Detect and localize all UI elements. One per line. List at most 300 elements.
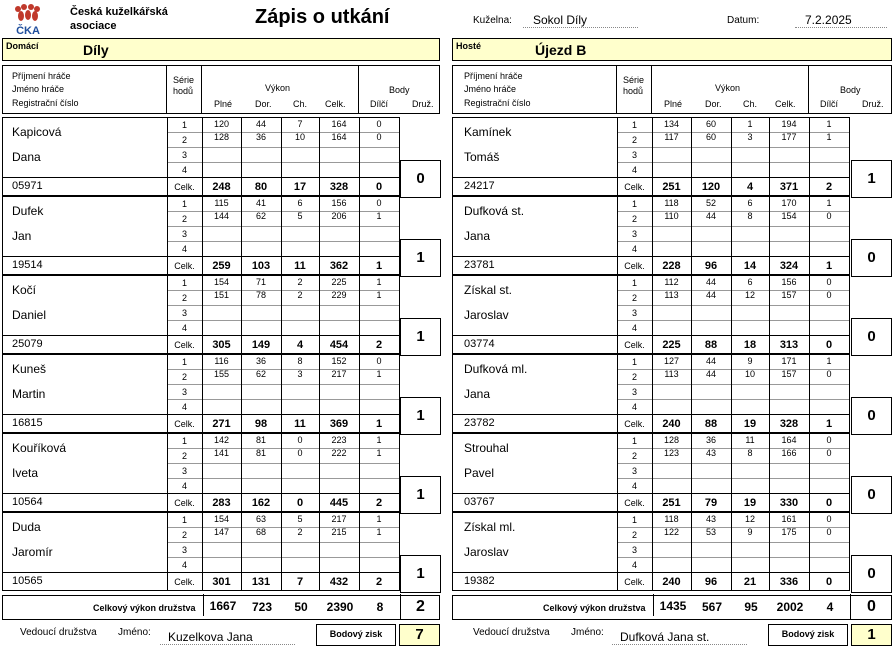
series-value: 229: [331, 290, 347, 300]
player-total-value: 225: [662, 339, 681, 351]
player-total-value: 0: [825, 497, 833, 509]
series-value: 12: [744, 290, 755, 300]
series-value: 0: [826, 369, 832, 379]
cka-logo: [10, 3, 46, 37]
organization-name: Česká kuželkářská asociace: [70, 6, 168, 32]
player-total-value: 369: [329, 418, 349, 430]
series-value: 1: [826, 356, 832, 366]
player-total-value: 240: [662, 418, 681, 430]
player-points: 1: [400, 476, 441, 514]
player-surname: Získal ml.: [464, 520, 516, 534]
player-registration: 23781: [464, 259, 495, 271]
serie-number: 2: [181, 530, 187, 540]
serie-number: 1: [181, 199, 187, 209]
serie-number: 4: [181, 244, 187, 254]
away-team-header: Hosté Újezd B: [452, 38, 892, 61]
player-registration: 10565: [12, 575, 43, 587]
player-total-value: 2: [825, 181, 833, 193]
series-value: 217: [331, 514, 347, 524]
player-total-value: 1: [825, 260, 833, 272]
player-surname: Kouříková: [12, 441, 67, 455]
series-value: 11: [745, 435, 755, 445]
serie-number: 3: [631, 466, 637, 476]
series-value: 44: [705, 277, 716, 287]
series-value: 3: [297, 369, 303, 379]
player-registration: 24217: [464, 180, 495, 192]
player-firstname: Jaromír: [12, 545, 53, 559]
serie-number: 4: [631, 244, 637, 254]
series-value: 166: [781, 448, 797, 458]
player-registration: 19514: [12, 259, 43, 271]
series-value: 1: [376, 448, 382, 458]
series-value: 1: [376, 527, 382, 537]
player-block: [452, 196, 893, 275]
series-value: 12: [744, 514, 755, 524]
total-row-label: Celk.: [174, 577, 195, 587]
player-firstname: Daniel: [12, 308, 47, 322]
home-team-total: Celkový výkon družstva 1667 723 50 2390 8 2: [2, 595, 440, 620]
series-value: 9: [747, 356, 753, 366]
player-block: [452, 512, 893, 591]
series-value: 5: [297, 211, 303, 221]
serie-number: 1: [181, 357, 187, 367]
player-registration: 05971: [12, 180, 43, 192]
series-value: 155: [213, 369, 230, 379]
serie-number: 1: [631, 120, 637, 130]
series-value: 0: [826, 211, 832, 221]
series-value: 63: [255, 514, 266, 524]
series-value: 112: [664, 277, 679, 287]
serie-number: 3: [631, 150, 637, 160]
series-value: 43: [705, 448, 716, 458]
player-total-value: 162: [251, 497, 271, 509]
series-value: 8: [747, 448, 753, 458]
serie-number: 3: [181, 466, 187, 476]
serie-number: 4: [181, 481, 187, 491]
series-value: 154: [781, 211, 797, 221]
player-total-value: 0: [825, 576, 833, 588]
player-firstname: Jana: [464, 229, 491, 243]
serie-number: 4: [631, 560, 637, 570]
player-total-value: 251: [662, 497, 681, 509]
player-total-value: 80: [254, 181, 268, 193]
series-value: 123: [663, 448, 680, 458]
home-gain-value: 7: [399, 624, 440, 646]
player-total-value: 371: [779, 181, 799, 193]
date-value: 7.2.2025: [795, 12, 887, 28]
series-value: 68: [255, 527, 266, 537]
home-team-header: Domácí Díly: [2, 38, 440, 61]
home-total-points: 2: [400, 594, 440, 619]
player-surname: Kuneš: [12, 362, 47, 376]
player-block: [452, 275, 893, 354]
player-total-value: 103: [251, 260, 271, 272]
series-value: 1: [376, 211, 382, 221]
player-firstname: Jan: [12, 229, 32, 243]
player-total-value: 131: [251, 576, 271, 588]
away-leader-name: Dufková Jana st.: [612, 629, 747, 645]
player-firstname: Jana: [464, 387, 491, 401]
player-surname: Získal st.: [464, 283, 513, 297]
home-total-celk: 2390: [326, 600, 354, 614]
player-total-value: 1: [375, 418, 383, 430]
serie-number: 4: [181, 402, 187, 412]
away-total-points: 0: [850, 594, 892, 619]
player-surname: Dufková ml.: [464, 362, 528, 376]
home-leader-name-label: Jméno:: [118, 627, 151, 638]
player-total-value: 330: [779, 497, 799, 509]
away-column-header: Příjmení hráče Jméno hráče Registrační číslo Série hodů Výkon Plné Dor. Ch. Celk. Body Dílčí Druž.: [452, 65, 892, 114]
player-registration: 16815: [12, 417, 43, 429]
series-value: 0: [297, 448, 303, 458]
series-value: 1: [826, 132, 832, 142]
series-value: 62: [255, 369, 266, 379]
player-total-value: 251: [662, 181, 681, 193]
serie-number: 2: [631, 135, 637, 145]
player-points: 0: [851, 555, 892, 593]
player-block: [2, 275, 442, 354]
serie-number: 3: [181, 150, 187, 160]
player-block: [452, 354, 893, 433]
series-value: 0: [826, 435, 832, 445]
player-total-value: 0: [375, 181, 383, 193]
total-row-label: Celk.: [624, 498, 645, 508]
serie-number: 1: [181, 278, 187, 288]
series-value: 2: [297, 277, 303, 287]
serie-number: 2: [181, 293, 187, 303]
player-block: [452, 433, 893, 512]
series-value: 154: [213, 277, 230, 287]
serie-number: 2: [181, 214, 187, 224]
series-value: 142: [213, 435, 230, 445]
player-total-value: 0: [296, 497, 304, 509]
player-total-value: 283: [212, 497, 231, 509]
serie-number: 3: [631, 545, 637, 555]
serie-number: 3: [631, 308, 637, 318]
serie-number: 1: [181, 120, 187, 130]
away-team-total: Celkový výkon družstva 1435 567 95 2002 4 0: [452, 595, 892, 620]
away-total-ch: 95: [744, 600, 758, 614]
serie-number: 3: [631, 387, 637, 397]
series-value: 44: [705, 290, 716, 300]
serie-number: 3: [181, 387, 187, 397]
series-value: 144: [213, 211, 230, 221]
series-value: 128: [213, 132, 230, 142]
player-points: 0: [851, 397, 892, 435]
page-title: Zápis o utkání: [255, 6, 390, 28]
series-value: 141: [213, 448, 230, 458]
series-value: 2: [297, 527, 303, 537]
serie-number: 4: [631, 323, 637, 333]
player-total-value: 336: [779, 576, 799, 588]
serie-number: 3: [181, 229, 187, 239]
player-total-value: 19: [743, 418, 757, 430]
series-value: 81: [255, 448, 266, 458]
serie-number: 3: [631, 229, 637, 239]
player-registration: 19382: [464, 575, 495, 587]
serie-number: 1: [631, 278, 637, 288]
player-total-value: 11: [294, 418, 306, 430]
player-total-value: 88: [704, 339, 718, 351]
series-value: 215: [331, 527, 347, 537]
player-points: 0: [400, 160, 441, 198]
series-value: 60: [705, 119, 716, 129]
player-surname: Dufková st.: [464, 204, 525, 218]
series-value: 161: [781, 514, 797, 524]
serie-number: 2: [181, 135, 187, 145]
series-value: 110: [664, 211, 679, 221]
serie-number: 1: [631, 199, 637, 209]
away-leader-name-label: Jméno:: [571, 627, 604, 638]
player-firstname: Tomáš: [464, 150, 500, 164]
player-total-value: 120: [701, 181, 721, 193]
player-total-value: 1: [825, 418, 833, 430]
series-value: 194: [781, 119, 797, 129]
series-value: 1: [826, 198, 832, 208]
serie-number: 3: [181, 308, 187, 318]
player-total-value: 79: [704, 497, 718, 509]
player-total-value: 305: [212, 339, 231, 351]
series-value: 5: [297, 514, 303, 524]
series-value: 164: [331, 132, 347, 142]
serie-number: 4: [181, 165, 187, 175]
series-value: 1: [826, 119, 832, 129]
player-total-value: 17: [293, 181, 307, 193]
home-leader-label: Vedoucí družstva: [20, 627, 97, 638]
total-row-label: Celk.: [174, 340, 195, 350]
player-total-value: 4: [746, 181, 754, 193]
player-surname: Strouhal: [464, 441, 509, 455]
total-row-label: Celk.: [624, 182, 645, 192]
series-value: 118: [664, 198, 679, 208]
series-value: 44: [705, 369, 716, 379]
series-value: 154: [213, 514, 230, 524]
series-value: 8: [297, 356, 303, 366]
series-value: 8: [747, 211, 753, 221]
total-row-label: Celk.: [174, 182, 195, 192]
serie-number: 1: [631, 357, 637, 367]
series-value: 10: [294, 132, 305, 142]
date-label: Datum:: [727, 15, 760, 26]
series-value: 52: [705, 198, 716, 208]
player-block: [2, 512, 442, 591]
total-row-label: Celk.: [174, 261, 195, 271]
series-value: 2: [297, 290, 303, 300]
series-value: 170: [781, 198, 797, 208]
series-value: 127: [663, 356, 680, 366]
series-value: 225: [331, 277, 347, 287]
series-value: 78: [255, 290, 266, 300]
player-total-value: 96: [704, 576, 718, 588]
player-total-value: 2: [375, 497, 383, 509]
series-value: 115: [214, 198, 229, 208]
player-surname: Duda: [12, 520, 41, 534]
player-total-value: 98: [254, 418, 268, 430]
serie-number: 2: [631, 451, 637, 461]
total-row-label: Celk.: [174, 498, 195, 508]
series-value: 223: [331, 435, 347, 445]
player-total-value: 301: [212, 576, 231, 588]
series-value: 1: [376, 369, 382, 379]
player-total-value: 2: [375, 339, 383, 351]
series-value: 118: [664, 514, 679, 524]
series-value: 44: [255, 119, 266, 129]
home-total-plne: 1667: [203, 594, 242, 616]
player-registration: 03767: [464, 496, 495, 508]
series-value: 6: [747, 277, 753, 287]
serie-number: 3: [181, 545, 187, 555]
series-value: 152: [331, 356, 347, 366]
player-total-value: 454: [329, 339, 349, 351]
series-value: 1: [376, 290, 382, 300]
series-value: 175: [781, 527, 797, 537]
player-total-value: 228: [662, 260, 681, 272]
series-value: 157: [781, 369, 797, 379]
series-value: 117: [664, 132, 679, 142]
player-block: [2, 117, 442, 196]
series-value: 0: [826, 448, 832, 458]
player-total-value: 11: [294, 260, 306, 272]
player-firstname: Jaroslav: [464, 545, 509, 559]
player-total-value: 240: [662, 576, 681, 588]
away-leader-label: Vedoucí družstva: [473, 627, 550, 638]
serie-number: 2: [631, 530, 637, 540]
player-total-value: 1: [375, 260, 383, 272]
venue-label: Kuželna:: [473, 15, 512, 26]
player-block: [2, 196, 442, 275]
player-total-value: 324: [779, 260, 799, 272]
series-value: 3: [747, 132, 753, 142]
series-value: 53: [705, 527, 716, 537]
serie-number: 1: [181, 436, 187, 446]
total-row-label: Celk.: [624, 261, 645, 271]
player-total-value: 21: [743, 576, 757, 588]
series-value: 60: [705, 132, 716, 142]
player-total-value: 271: [212, 418, 231, 430]
player-points: 1: [400, 397, 441, 435]
player-registration: 03774: [464, 338, 495, 350]
player-firstname: Jaroslav: [464, 308, 509, 322]
series-value: 44: [705, 211, 716, 221]
serie-number: 1: [631, 515, 637, 525]
away-gain-value: 1: [851, 624, 892, 646]
series-value: 0: [376, 132, 382, 142]
away-total-dor: 567: [701, 600, 723, 614]
series-value: 7: [297, 119, 303, 129]
series-value: 81: [255, 435, 266, 445]
series-value: 41: [255, 198, 266, 208]
player-firstname: Pavel: [464, 466, 495, 480]
player-total-value: 328: [329, 181, 349, 193]
player-total-value: 362: [329, 260, 349, 272]
player-registration: 25079: [12, 338, 43, 350]
player-total-value: 328: [779, 418, 799, 430]
away-total-plne: 1435: [653, 594, 692, 616]
series-value: 0: [297, 435, 303, 445]
series-value: 113: [664, 290, 679, 300]
player-total-value: 88: [704, 418, 718, 430]
series-value: 0: [826, 527, 832, 537]
series-value: 6: [747, 198, 753, 208]
serie-number: 1: [631, 436, 637, 446]
player-total-value: 0: [825, 339, 833, 351]
series-value: 206: [331, 211, 347, 221]
player-firstname: Iveta: [12, 466, 39, 480]
series-value: 43: [705, 514, 716, 524]
player-total-value: 432: [329, 576, 349, 588]
series-value: 0: [826, 290, 832, 300]
svg-text:ČKA: ČKA: [16, 25, 40, 37]
player-total-value: 2: [375, 576, 383, 588]
away-total-celk: 2002: [776, 600, 804, 614]
serie-number: 2: [181, 372, 187, 382]
serie-number: 1: [181, 515, 187, 525]
player-points: 1: [400, 555, 441, 593]
serie-number: 2: [181, 451, 187, 461]
series-value: 1: [747, 119, 753, 129]
player-points: 0: [851, 476, 892, 514]
player-total-value: 248: [212, 181, 231, 193]
home-leader-name: Kuzelkova Jana: [160, 629, 295, 645]
player-points: 1: [400, 239, 441, 277]
player-firstname: Dana: [12, 150, 41, 164]
series-value: 1: [376, 277, 382, 287]
series-value: 122: [663, 527, 680, 537]
home-column-header: Příjmení hráče Jméno hráče Registrační číslo Série hodů Výkon Plné Dor. Ch. Celk. Body Dílčí Druž.: [2, 65, 440, 114]
serie-number: 4: [631, 481, 637, 491]
series-value: 151: [213, 290, 230, 300]
venue-value: Sokol Díly: [523, 12, 638, 28]
home-gain-label: Bodový zisk: [316, 624, 396, 646]
player-block: [452, 117, 893, 196]
home-total-dor: 723: [251, 600, 273, 614]
series-value: 164: [331, 119, 347, 129]
serie-number: 4: [631, 165, 637, 175]
player-total-value: 18: [743, 339, 757, 351]
series-value: 1: [376, 435, 382, 445]
series-value: 1: [376, 514, 382, 524]
series-value: 147: [213, 527, 230, 537]
serie-number: 4: [181, 560, 187, 570]
series-value: 10: [744, 369, 755, 379]
player-total-value: 4: [296, 339, 304, 351]
total-row-label: Celk.: [174, 419, 195, 429]
player-block: [2, 354, 442, 433]
player-points: 1: [851, 160, 892, 198]
player-surname: Kamínek: [464, 125, 512, 139]
series-value: 6: [297, 198, 303, 208]
series-value: 217: [331, 369, 347, 379]
series-value: 222: [331, 448, 347, 458]
player-total-value: 96: [704, 260, 718, 272]
player-firstname: Martin: [12, 387, 46, 401]
serie-number: 2: [631, 214, 637, 224]
player-registration: 10564: [12, 496, 43, 508]
away-total-dilci: 4: [826, 600, 834, 614]
series-value: 128: [663, 435, 680, 445]
serie-number: 4: [631, 402, 637, 412]
player-block: [2, 433, 442, 512]
series-value: 36: [255, 356, 266, 366]
series-value: 0: [826, 277, 832, 287]
series-value: 0: [376, 119, 382, 129]
player-total-value: 259: [212, 260, 231, 272]
player-surname: Dufek: [12, 204, 44, 218]
player-total-value: 313: [779, 339, 799, 351]
player-total-value: 7: [296, 576, 304, 588]
player-total-value: 149: [251, 339, 271, 351]
serie-number: 4: [181, 323, 187, 333]
